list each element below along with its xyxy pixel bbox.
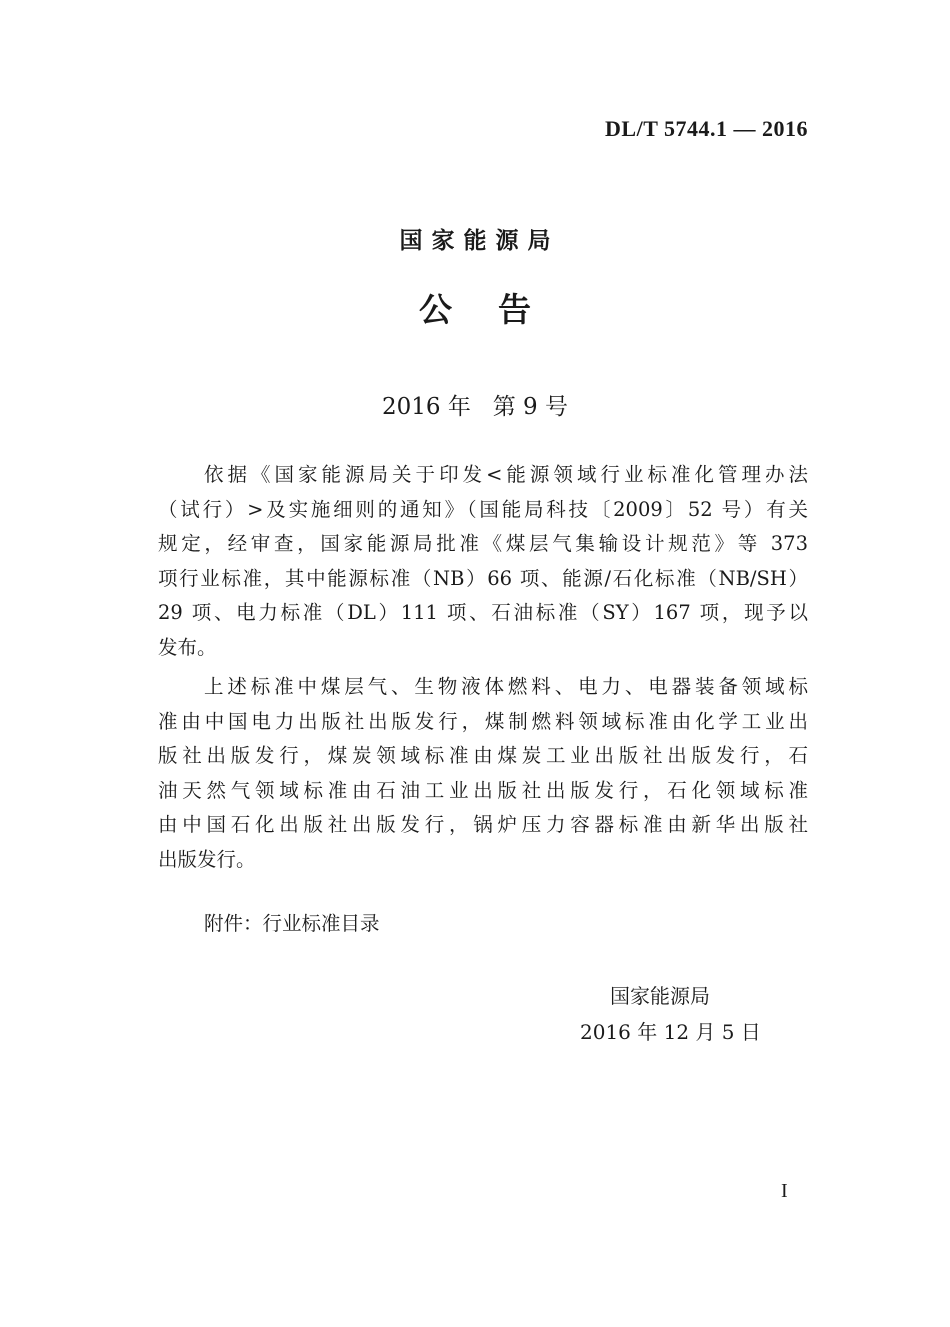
text-line: 上述标准中煤层气、生物液体燃料、电力、电器装备领域标 [204,675,808,698]
signatory: 国家能源局 [610,984,710,1008]
text-line: 准由中国电力出版社出版发行，煤制燃料领域标准由化学工业出 [158,709,808,733]
page-number: I [781,1180,788,1202]
announcement-number: 2016 年 第 9 号 [381,394,569,420]
text-line: 29 项、电力标准（DL）111 项、石油标准（SY）167 项，现予以 [158,601,808,624]
body-paragraph-1 [158,458,808,665]
text-line: （试行）>及实施细则的通知》（国能局科技〔2009〕52 号）有关 [158,497,808,521]
standard-code: DL/T 5744.1 — 2016 [605,116,808,141]
text-line: 出版发行。 [158,847,256,871]
text-line: 由中国石化出版社出版发行，锅炉压力容器标准由新华出版社 [158,813,808,836]
attachment-note: 附件：行业标准目录 [204,912,380,935]
text-line: 油天然气领域标准由石油工业出版社出版发行，石化领域标准 [158,778,808,802]
document-title: 公 告 [419,290,531,329]
text-line: 发布。 [158,635,217,659]
text-line: 版社出版发行，煤炭领域标准由煤炭工业出版社出版发行，石 [158,744,808,767]
signature-date: 2016 年 12 月 5 日 [580,1020,761,1044]
text-line: 依据《国家能源局关于印发<能源领域行业标准化管理办法 [204,463,808,486]
text-line: 项行业标准，其中能源标准（NB）66 项、能源/石化标准（NB/SH） [158,566,808,590]
text-line: 规定，经审查，国家能源局批准《煤层气集输设计规范》等 373 [158,532,808,555]
issuer-heading: 国家能源局 [399,228,560,254]
body-paragraph-2 [158,670,808,877]
